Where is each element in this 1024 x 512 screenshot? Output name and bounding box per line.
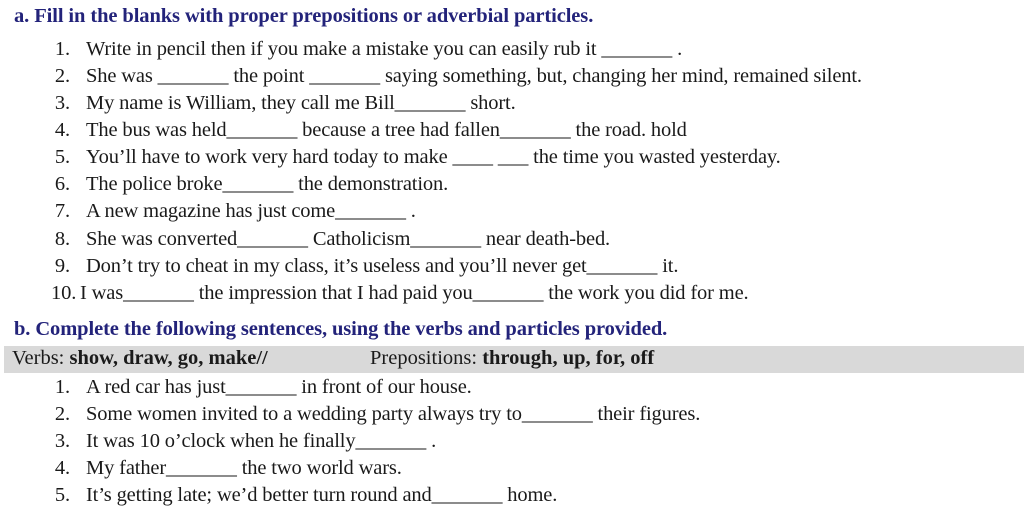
prepositions-list: through, up, for, off (482, 347, 655, 369)
item-text: The police broke_______ the demonstration. (86, 173, 449, 195)
item-text: Don’t try to cheat in my class, it’s useless and you’ll never get_______ it. (86, 255, 679, 277)
item-text: A red car has just_______ in front of our house. (86, 376, 472, 398)
item-number: 7. (54, 200, 70, 222)
verbs-prepositions-bar (4, 346, 1024, 373)
item-number: 1. (54, 38, 70, 60)
item-number: 5. (54, 484, 70, 506)
item-number: 1. (54, 376, 70, 398)
prepositions-label-group (370, 347, 654, 370)
item-number: 6. (54, 173, 70, 195)
item-text: You’ll have to work very hard today to make ____ ___ the time you wasted yesterday. (86, 146, 781, 168)
item-text: A new magazine has just come_______ . (86, 200, 416, 222)
item-number: 3. (54, 92, 70, 114)
verbs-list: show, draw, go, make// (69, 347, 268, 369)
item-text: The bus was held_______ because a tree had fallen_______ the road. hold (86, 119, 687, 141)
verbs-label-group (12, 347, 268, 370)
item-number: 2. (54, 403, 70, 425)
item-text: My father_______ the two world wars. (86, 457, 402, 479)
item-text: My name is William, they call me Bill_______ short. (86, 92, 516, 114)
item-text: I was_______ the impression that I had paid you_______ the work you did for me. (80, 282, 749, 304)
item-text: It was 10 o’clock when he finally_______ . (86, 430, 437, 452)
verbs-label: Verbs: (12, 347, 65, 369)
item-text: Some women invited to a wedding party always try to_______ their figures. (86, 403, 701, 425)
item-text: Write in pencil then if you make a mistake you can easily rub it _______ . (86, 38, 683, 60)
item-number: 10. (51, 282, 77, 304)
item-text: She was converted_______ Catholicism_______ near death-bed. (86, 228, 611, 250)
item-number: 4. (54, 457, 70, 479)
section-a-heading: a. Fill in the blanks with proper prepositions or adverbial particles. (14, 5, 594, 27)
item-text: It’s getting late; we’d better turn round and_______ home. (86, 484, 558, 506)
item-number: 8. (54, 228, 70, 250)
prepositions-label: Prepositions: (370, 347, 478, 369)
item-number: 2. (54, 65, 70, 87)
item-number: 9. (54, 255, 70, 277)
item-number: 5. (54, 146, 70, 168)
item-text: She was _______ the point _______ saying something, but, changing her mind, remained silent. (86, 65, 862, 87)
section-b-heading: b. Complete the following sentences, using the verbs and particles provided. (14, 318, 668, 340)
item-number: 3. (54, 430, 70, 452)
item-number: 4. (54, 119, 70, 141)
